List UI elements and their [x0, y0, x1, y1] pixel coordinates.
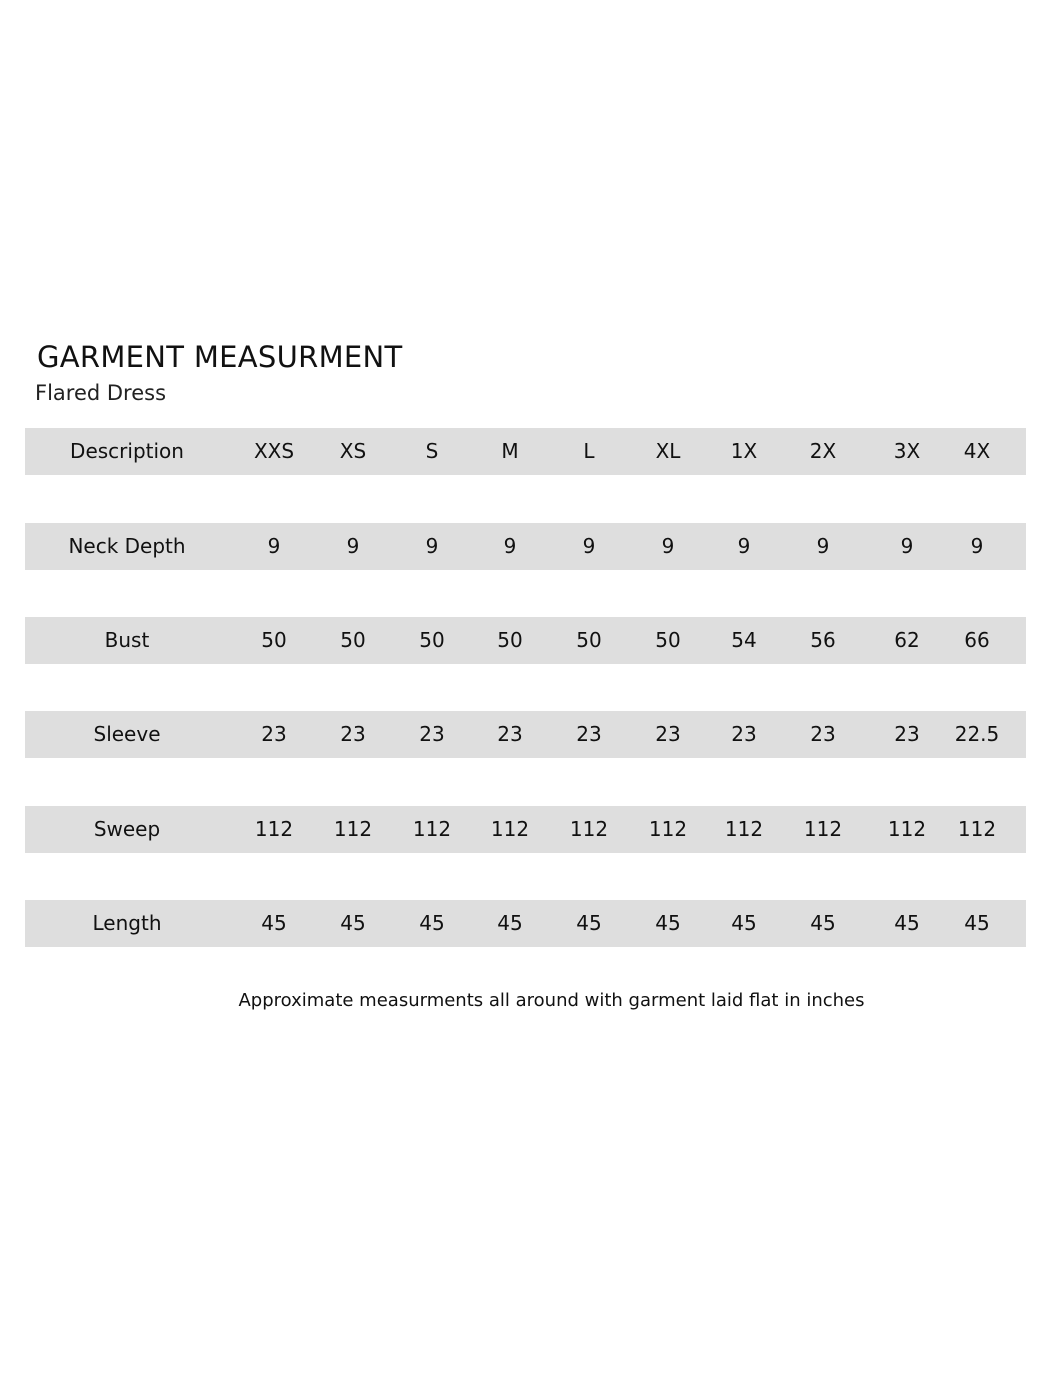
table-row: [25, 711, 1026, 758]
table-cell: 112: [957, 817, 997, 841]
table-cell: 9: [737, 534, 751, 558]
table-cell: 112: [333, 817, 373, 841]
table-cell: 23: [497, 722, 523, 746]
table-cell: 112: [569, 817, 609, 841]
table-cell: 2X: [809, 439, 837, 463]
table-cell: 23: [731, 722, 757, 746]
table-cell: 62: [894, 628, 920, 652]
table-header-row: [25, 428, 1026, 475]
table-cell: 9: [582, 534, 596, 558]
table-cell: 56: [810, 628, 836, 652]
table-cell: 112: [803, 817, 843, 841]
table-row: [25, 523, 1026, 570]
table-cell: 112: [887, 817, 927, 841]
table-cell: 45: [655, 911, 681, 935]
table-cell: 4X: [963, 439, 991, 463]
table-cell: 112: [724, 817, 764, 841]
table-row: [25, 617, 1026, 664]
table-cell: 45: [894, 911, 920, 935]
row-label: Sweep: [93, 817, 161, 841]
table-cell: L: [583, 439, 595, 463]
table-cell: 9: [816, 534, 830, 558]
table-cell: 50: [576, 628, 602, 652]
table-cell: 45: [964, 911, 990, 935]
table-cell: 50: [340, 628, 366, 652]
table-cell: 45: [576, 911, 602, 935]
table-cell: 22.5: [954, 722, 1000, 746]
table-cell: 50: [497, 628, 523, 652]
row-label: Sleeve: [93, 722, 161, 746]
table-cell: 45: [810, 911, 836, 935]
table-cell: 66: [964, 628, 990, 652]
row-label: Bust: [104, 628, 150, 652]
table-cell: 23: [340, 722, 366, 746]
table-cell: 9: [970, 534, 984, 558]
table-cell: 3X: [893, 439, 921, 463]
table-cell: XL: [655, 439, 681, 463]
table-cell: 23: [419, 722, 445, 746]
table-cell: 23: [261, 722, 287, 746]
table-cell: 112: [648, 817, 688, 841]
table-cell: 23: [576, 722, 602, 746]
table-cell: 9: [267, 534, 281, 558]
table-cell: XXS: [253, 439, 295, 463]
table-cell: 45: [340, 911, 366, 935]
table-cell: 50: [261, 628, 287, 652]
table-cell: 112: [254, 817, 294, 841]
table-cell: 9: [503, 534, 517, 558]
row-label: Length: [92, 911, 162, 935]
page-title: GARMENT MEASURMENT: [37, 340, 403, 374]
table-cell: 23: [655, 722, 681, 746]
table-cell: 9: [425, 534, 439, 558]
table-cell: 112: [412, 817, 452, 841]
table-cell: 9: [661, 534, 675, 558]
table-cell: 112: [490, 817, 530, 841]
table-cell: 50: [419, 628, 445, 652]
table-row: [25, 806, 1026, 853]
table-cell: 45: [731, 911, 757, 935]
table-cell: XS: [339, 439, 367, 463]
table-cell: 45: [261, 911, 287, 935]
table-cell: S: [425, 439, 439, 463]
table-cell: 45: [497, 911, 523, 935]
page-subtitle: Flared Dress: [35, 381, 167, 405]
table-cell: 1X: [730, 439, 758, 463]
footnote: Approximate measurments all around with garment laid flat in inches: [238, 990, 865, 1011]
table-cell: 54: [731, 628, 757, 652]
table-cell: 23: [894, 722, 920, 746]
table-cell: 23: [810, 722, 836, 746]
table-cell: 45: [419, 911, 445, 935]
row-label: Neck Depth: [68, 534, 186, 558]
table-row: [25, 900, 1026, 947]
row-label: Description: [70, 439, 184, 463]
table-cell: 50: [655, 628, 681, 652]
table-cell: M: [501, 439, 519, 463]
table-cell: 9: [346, 534, 360, 558]
table-cell: 9: [900, 534, 914, 558]
